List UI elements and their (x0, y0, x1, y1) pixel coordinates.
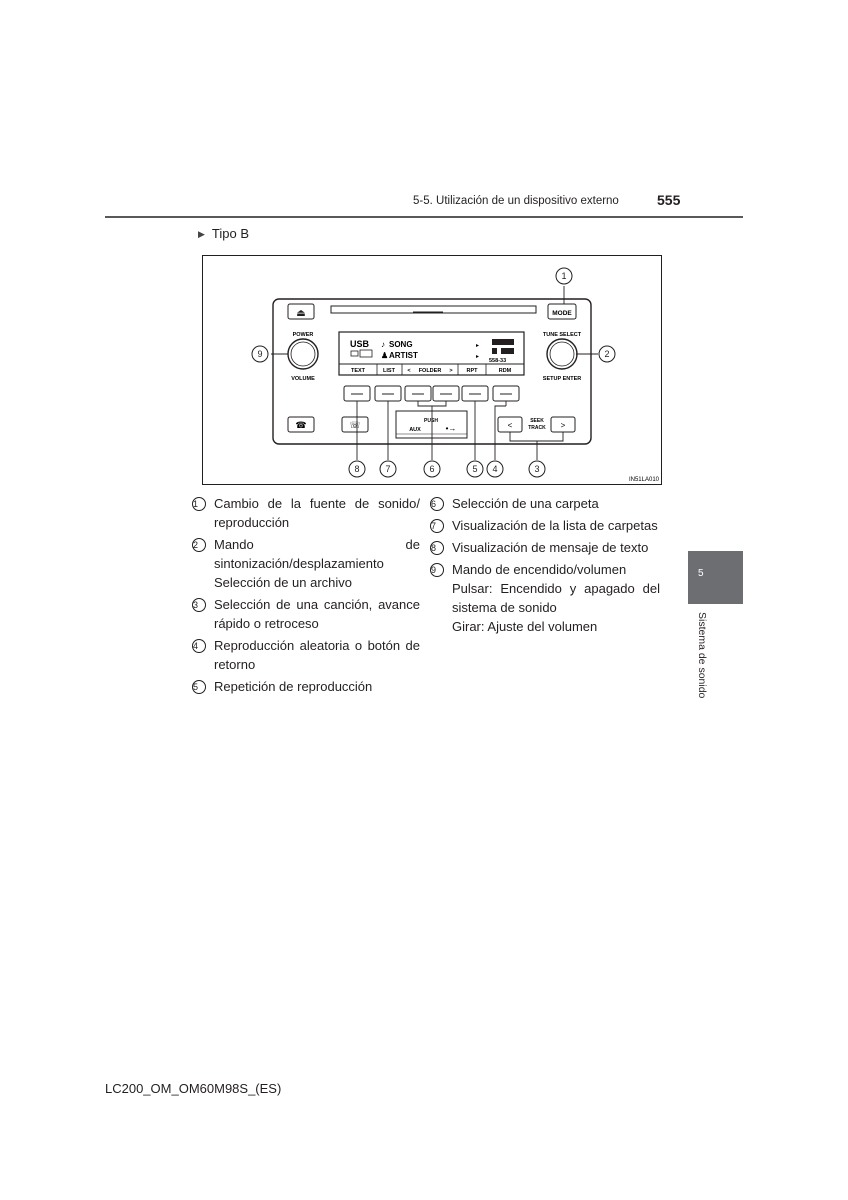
legend-text: Repetición de reproducción (214, 679, 373, 694)
legend-number: 2 (192, 538, 206, 552)
audio-unit-illustration (203, 256, 663, 486)
legend-item (192, 494, 420, 532)
subtitle (198, 226, 249, 241)
tune-select-label: TUNE SELECT (542, 332, 582, 338)
tune-select-knob (547, 339, 577, 369)
legend-text: Visualización de la lista de carpetas (452, 518, 658, 533)
legend-item (430, 538, 660, 557)
legend-item (430, 516, 660, 535)
legend-number: 4 (192, 639, 206, 653)
phone-icon: ☎ (295, 420, 307, 430)
display-artist: ARTIST (389, 351, 418, 360)
legend-text: Mando de sintonización/desplazamiento (214, 537, 420, 571)
legend-number: 3 (192, 598, 206, 612)
legend-text: Girar: Ajuste del volumen (452, 619, 598, 634)
svg-text:<: < (407, 368, 411, 374)
bluetooth-icon (501, 348, 514, 354)
eject-icon: ⏏ (296, 308, 306, 319)
callout-4-label: 4 (492, 464, 498, 474)
legend-item (192, 677, 420, 696)
legend-text: Reproducción aleatoria o botón de retorno (214, 638, 420, 672)
usb-icon: •→ (445, 424, 457, 433)
legend-text: Selección de una carpeta (452, 496, 599, 511)
arrow-icon: ▸ (476, 343, 480, 349)
hang-up-icon: ☏ (349, 420, 361, 430)
legend-text: Cambio de la fuente de sonido/ reproducción (214, 496, 420, 530)
audio-unit-figure (202, 255, 662, 485)
callout-8-label: 8 (354, 464, 360, 474)
header-rule (105, 216, 743, 218)
legend-number: 6 (430, 497, 444, 511)
track-label: TRACK (528, 425, 546, 431)
page-number: 555 (657, 192, 681, 208)
svg-text:>: > (449, 368, 453, 374)
legend-item (430, 560, 660, 636)
softkey-text: TEXT (350, 368, 366, 374)
chevron-left-icon: < (507, 421, 513, 430)
softkey-folder: FOLDER (418, 368, 442, 374)
power-label: POWER (292, 332, 314, 338)
subtitle-text: Tipo B (211, 226, 250, 241)
legend-item (192, 535, 420, 592)
arrow-icon: ▸ (476, 354, 480, 360)
legend-text: Mando de encendido/volumen (452, 562, 627, 577)
softkey-rpt: RPT (466, 368, 478, 374)
legend-number: 9 (430, 563, 444, 577)
footer-code: LC200_OM_OM60M98S_(ES) (105, 1081, 282, 1096)
seek-label: SEEK (530, 418, 544, 424)
softkey-list: LIST (383, 368, 395, 374)
setup-enter-label: SETUP ENTER (542, 376, 582, 382)
callout-7-label: 7 (385, 464, 391, 474)
legend-left (192, 494, 420, 699)
volume-label: VOLUME (291, 376, 315, 382)
music-note-icon: ♪ (381, 340, 385, 349)
legend-number: 8 (430, 541, 444, 555)
chapter-tab (688, 551, 743, 604)
artist-icon: ♟ (381, 351, 389, 360)
chevron-right-icon: > (560, 421, 566, 430)
legend-item (192, 636, 420, 674)
callout-3-label: 3 (534, 464, 540, 474)
section-title: 5-5. Utilización de un dispositivo externo (413, 195, 619, 207)
push-label: PUSH (424, 418, 438, 424)
legend-number: 1 (192, 497, 206, 511)
display-code: 558-33 (489, 358, 507, 364)
legend-item (430, 494, 660, 513)
legend-text: Selección de una canción, avance rápido o retroceso (214, 597, 420, 631)
triangle-bullet-icon: ▶ (198, 229, 205, 239)
display-song: SONG (389, 340, 413, 349)
display-source: USB (350, 339, 370, 349)
status-icon (492, 339, 514, 345)
legend-number: 7 (430, 519, 444, 533)
callout-9-label: 9 (257, 349, 263, 359)
chapter-title: Sistema de sonido (696, 612, 708, 699)
power-volume-knob (288, 339, 318, 369)
legend-text: Pulsar: Encendido y apagado del sistema de sonido (452, 581, 660, 615)
signal-icon (492, 348, 497, 354)
mode-label: MODE (552, 310, 572, 317)
legend-text: Selección de un archivo (214, 575, 353, 590)
legend-number: 5 (192, 680, 206, 694)
callout-1-label: 1 (561, 271, 567, 281)
chapter-number: 5 (698, 568, 704, 579)
figure-code: IN51LA010 (628, 477, 659, 483)
softkey-rdm: RDM (498, 368, 512, 374)
callout-2-label: 2 (604, 349, 610, 359)
callout-5-label: 5 (472, 464, 478, 474)
legend-right (430, 494, 660, 639)
callout-6-label: 6 (429, 464, 435, 474)
legend-item (192, 595, 420, 633)
aux-label: AUX (409, 427, 421, 433)
legend-text: Visualización de mensaje de texto (452, 540, 649, 555)
